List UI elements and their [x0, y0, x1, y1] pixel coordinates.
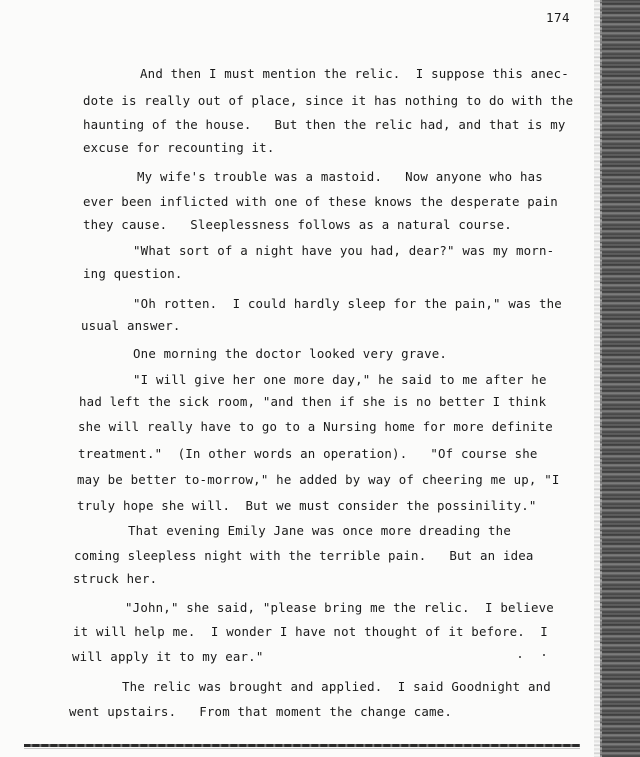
- text-line: had left the sick room, "and then if she is no better I think: [79, 394, 547, 409]
- text-line: "What sort of a night have you had, dear?" was my morn-: [133, 243, 555, 258]
- text-line: One morning the doctor looked very grave.: [133, 346, 448, 361]
- text-line: truly hope she will. But we must consider the possinility.": [77, 498, 537, 513]
- text-line: went upstairs. From that moment the change came.: [69, 704, 452, 719]
- text-line: they cause. Sleeplessness follows as a natural course.: [83, 217, 512, 232]
- text-line: may be better to-morrow," he added by way of cheering me up, "I: [77, 472, 560, 487]
- text-line: treatment." (In other words an operation). "Of course she: [78, 446, 538, 461]
- ink-speck: [543, 654, 545, 656]
- bottom-scan-shadow: [24, 748, 580, 749]
- text-line: ing question.: [83, 266, 183, 281]
- text-line: My wife's trouble was a mastoid. Now anyone who has: [137, 169, 543, 184]
- text-line: usual answer.: [81, 318, 181, 333]
- text-line: And then I must mention the relic. I suppose this anec-: [140, 66, 569, 81]
- text-line: "Oh rotten. I could hardly sleep for the pain," was the: [133, 296, 562, 311]
- text-line: The relic was brought and applied. I said Goodnight and: [122, 679, 551, 694]
- text-line: it will help me. I wonder I have not thought of it before. I: [73, 624, 548, 639]
- text-line: dote is really out of place, since it has nothing to do with the: [83, 93, 574, 108]
- text-line: That evening Emily Jane was once more dreading the: [128, 523, 511, 538]
- text-line: haunting of the house. But then the relic had, and that is my: [83, 117, 566, 132]
- bottom-scan-rule: [24, 744, 580, 747]
- text-line: coming sleepless night with the terrible pain. But an idea: [74, 548, 534, 563]
- text-line: "I will give her one more day," he said to me after he: [133, 372, 547, 387]
- text-line: "John," she said, "please bring me the relic. I believe: [125, 600, 554, 615]
- text-line: struck her.: [73, 571, 158, 586]
- text-line: excuse for recounting it.: [83, 140, 275, 155]
- text-line: will apply it to my ear.": [72, 649, 264, 664]
- text-line: she will really have to go to a Nursing home for more definite: [78, 419, 553, 434]
- text-line: ever been inflicted with one of these knows the desperate pain: [83, 194, 558, 209]
- ink-speck: [519, 656, 521, 658]
- scan-edge-shadow: [600, 0, 640, 757]
- page-number: 174: [546, 10, 571, 25]
